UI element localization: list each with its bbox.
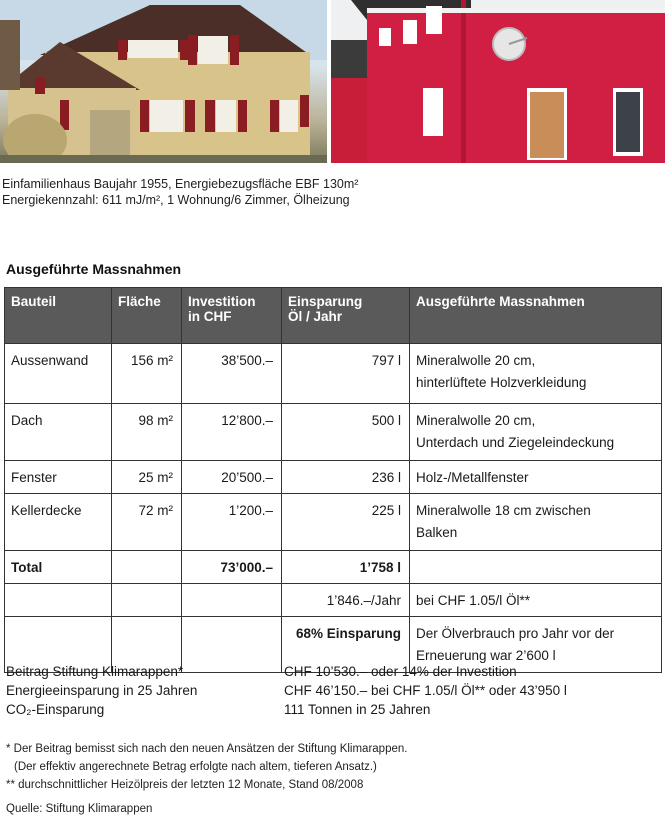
cell-investition: 12’800.– [182,404,282,461]
cost-note: bei CHF 1.05/l Öl** [410,584,662,617]
caption-line-1: Einfamilienhaus Baujahr 1955, Energiebezugsfläche EBF 130m² [2,177,359,191]
savings-note: Der Ölverbrauch pro Jahr vor der Erneuerung war 2’600 l [410,617,662,673]
cell-massnahme: Mineralwolle 20 cm, Unterdach und Ziegeleindeckung [410,404,662,461]
cell-investition: 38’500.– [182,344,282,404]
summary-labels [6,662,197,719]
table-row [5,344,662,404]
cell-einsparung: 236 l [282,461,410,494]
header-bauteil: Bauteil [5,288,112,344]
footnote-2: ** durchschnittlicher Heizölpreis der letzten 12 Monate, Stand 08/2008 [6,779,364,791]
table-total-row [5,551,662,584]
cell-bauteil: Aussenwand [5,344,112,404]
cell-einsparung: 797 l [282,344,410,404]
footnotes [6,740,407,818]
measures-table [4,287,662,673]
house-before-photo [0,0,327,163]
cell-einsparung: 225 l [282,494,410,551]
cell-flaeche: 98 m² [112,404,182,461]
cell-flaeche: 156 m² [112,344,182,404]
table-cost-row [5,584,662,617]
table-row [5,461,662,494]
cell-flaeche: 72 m² [112,494,182,551]
summary-values [284,662,567,719]
cell-massnahme: Holz-/Metallfenster [410,461,662,494]
table-header-row [5,288,662,344]
table-row [5,494,662,551]
footnote-1b: (Der effektiv angerechnete Betrag erfolgte nach altem, tieferen Ansatz.) [14,761,377,773]
cell-massnahme: Mineralwolle 20 cm, hinterlüftete Holzverkleidung [410,344,662,404]
header-massnahmen: Ausgeführte Massnahmen [410,288,662,344]
summary-value-energie: CHF 46’150.– bei CHF 1.05/l Öl** oder 43’950 l [284,683,567,698]
caption-line-2: Energiekennzahl: 611 mJ/m², 1 Wohnung/6 Zimmer, Ölheizung [2,193,350,207]
cell-investition: 20’500.– [182,461,282,494]
footnote-1: * Der Beitrag bemisst sich nach den neuen Ansätzen der Stiftung Klimarappen. [6,743,408,755]
house-after-photo [331,0,665,163]
cell-flaeche: 25 m² [112,461,182,494]
cell-einsparung: 500 l [282,404,410,461]
total-investition: 73’000.– [182,551,282,584]
cell-investition: 1’200.– [182,494,282,551]
cell-bauteil: Dach [5,404,112,461]
total-label: Total [5,551,112,584]
header-flaeche: Fläche [112,288,182,344]
cell-massnahme: Mineralwolle 18 cm zwischen Balken [410,494,662,551]
cost-per-year: 1’846.–/Jahr [282,584,410,617]
cell-bauteil: Fenster [5,461,112,494]
summary-label-beitrag: Beitrag Stiftung Klimarappen* [6,664,184,679]
summary-label-energie: Energieeinsparung in 25 Jahren [6,683,198,698]
header-einsparung: Einsparung Öl / Jahr [282,288,410,344]
summary-value-co2: 111 Tonnen in 25 Jahren [284,702,431,717]
savings-percent: 68% Einsparung [282,617,410,673]
table-row [5,404,662,461]
section-heading: Ausgeführte Massnahmen [6,261,182,277]
cell-bauteil: Kellerdecke [5,494,112,551]
total-einsparung: 1’758 l [282,551,410,584]
source: Quelle: Stiftung Klimarappen [6,803,153,815]
summary-label-co2: CO₂-Einsparung [6,702,105,717]
summary-value-beitrag: CHF 10’530.– oder 14% der Investition [284,664,517,679]
header-investition: Investition in CHF [182,288,282,344]
